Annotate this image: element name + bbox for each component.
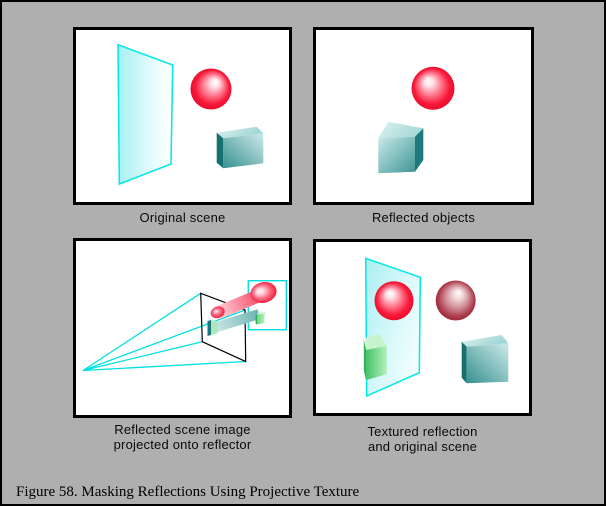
- projection-rendering: [76, 241, 289, 415]
- textured-reflection-rendering: [316, 242, 529, 413]
- teal-cube: [217, 127, 264, 169]
- caption-line-1: Textured reflection: [367, 424, 478, 439]
- panel-original-scene: [73, 27, 292, 205]
- caption-line-2: projected onto reflector: [113, 437, 252, 452]
- panel-caption-textured-reflection: [313, 424, 532, 454]
- projected-cube-on-reflector: [208, 320, 218, 336]
- original-teal-cube: [462, 335, 509, 383]
- panel-textured-reflection: [313, 239, 532, 416]
- caption-text: Original scene: [139, 210, 226, 225]
- panel-caption-original-scene: [73, 210, 292, 225]
- panel-reflected-objects: [313, 27, 534, 205]
- panel-caption-projected-image: [73, 422, 292, 452]
- reflected-objects-rendering: [316, 30, 531, 202]
- original-scene-rendering: [76, 30, 289, 202]
- red-sphere: [191, 69, 232, 110]
- reflected-sphere-texture: [375, 281, 414, 320]
- panel-caption-reflected-objects: [313, 210, 534, 225]
- original-red-sphere: [436, 281, 476, 321]
- figure-caption: Figure 58. Masking Reflections Using Projective Texture: [16, 484, 360, 500]
- red-sphere-reflected: [412, 67, 455, 110]
- caption-line-2: and original scene: [367, 439, 478, 454]
- caption-text: Reflected objects: [371, 210, 476, 225]
- reflector-quad: [118, 45, 173, 184]
- panel-projected-image: [73, 238, 292, 418]
- reflected-cube-texture: [364, 334, 387, 380]
- teal-cube-reflected: [378, 122, 423, 174]
- caption-line-1: Reflected scene image: [114, 422, 251, 437]
